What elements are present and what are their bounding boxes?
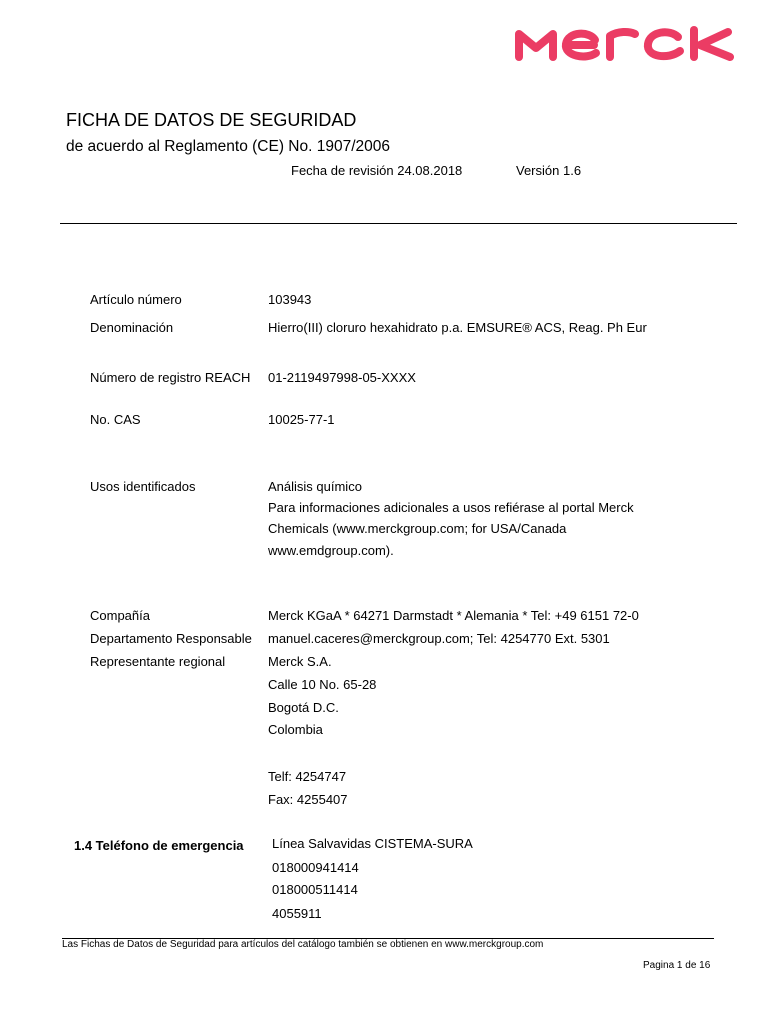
departamento-value: manuel.caceres@merckgroup.com; Tel: 4254770 Ext. 5301 [268, 631, 610, 646]
representante-line: Calle 10 No. 65-28 [268, 677, 377, 692]
departamento-label: Departamento Responsable [90, 631, 252, 646]
footer-note: Las Fichas de Datos de Seguridad para artículos del catálogo también se obtienen en www.merckgroup.com [62, 939, 544, 950]
representante-line: Fax: 4255407 [268, 792, 348, 807]
usos-line: www.emdgroup.com). [268, 543, 394, 558]
denominacion-value: Hierro(III) cloruro hexahidrato p.a. EMSURE® ACS, Reag. Ph Eur [268, 320, 647, 335]
representante-line: Bogotá D.C. [268, 700, 339, 715]
denominacion-label: Denominación [90, 320, 174, 335]
compania-value: Merck KGaA * 64271 Darmstadt * Alemania * Tel: +49 6151 72-0 [268, 608, 639, 623]
emergency-line: 4055911 [272, 906, 322, 921]
representante-line: Telf: 4254747 [268, 769, 347, 784]
version-number: Versión 1.6 [516, 163, 582, 178]
reach-value: 01-2119497998-05-XXXX [268, 370, 416, 385]
compania-label: Compañía [90, 608, 150, 623]
usos-line: Chemicals (www.merckgroup.com; for USA/Canada [268, 521, 567, 536]
usos-line: Para informaciones adicionales a usos refiérase al portal Merck [268, 500, 634, 515]
merck-logo [514, 26, 738, 62]
merck-logo-icon [514, 26, 738, 62]
reach-label: Número de registro REACH [90, 370, 251, 385]
articulo-label: Artículo número [90, 292, 182, 307]
document-subtitle: de acuerdo al Reglamento (CE) No. 1907/2006 [66, 138, 390, 155]
representante-line: Merck S.A. [268, 654, 332, 669]
header-divider [60, 223, 737, 224]
articulo-value: 103943 [268, 292, 312, 307]
emergency-line: Línea Salvavidas CISTEMA-SURA [272, 836, 473, 851]
emergency-heading: 1.4 Teléfono de emergencia [74, 838, 244, 853]
emergency-line: 018000941414 [272, 860, 359, 875]
representante-label: Representante regional [90, 654, 226, 669]
cas-label: No. CAS [90, 412, 141, 427]
representante-line: Colombia [268, 722, 323, 737]
revision-date: Fecha de revisión 24.08.2018 [291, 163, 463, 178]
document-title: FICHA DE DATOS DE SEGURIDAD [66, 110, 357, 130]
cas-value: 10025-77-1 [268, 412, 335, 427]
page-number: Pagina 1 de 16 [643, 960, 711, 971]
usos-line: Análisis químico [268, 479, 362, 494]
emergency-line: 018000511414 [272, 882, 358, 897]
usos-label: Usos identificados [90, 479, 196, 494]
